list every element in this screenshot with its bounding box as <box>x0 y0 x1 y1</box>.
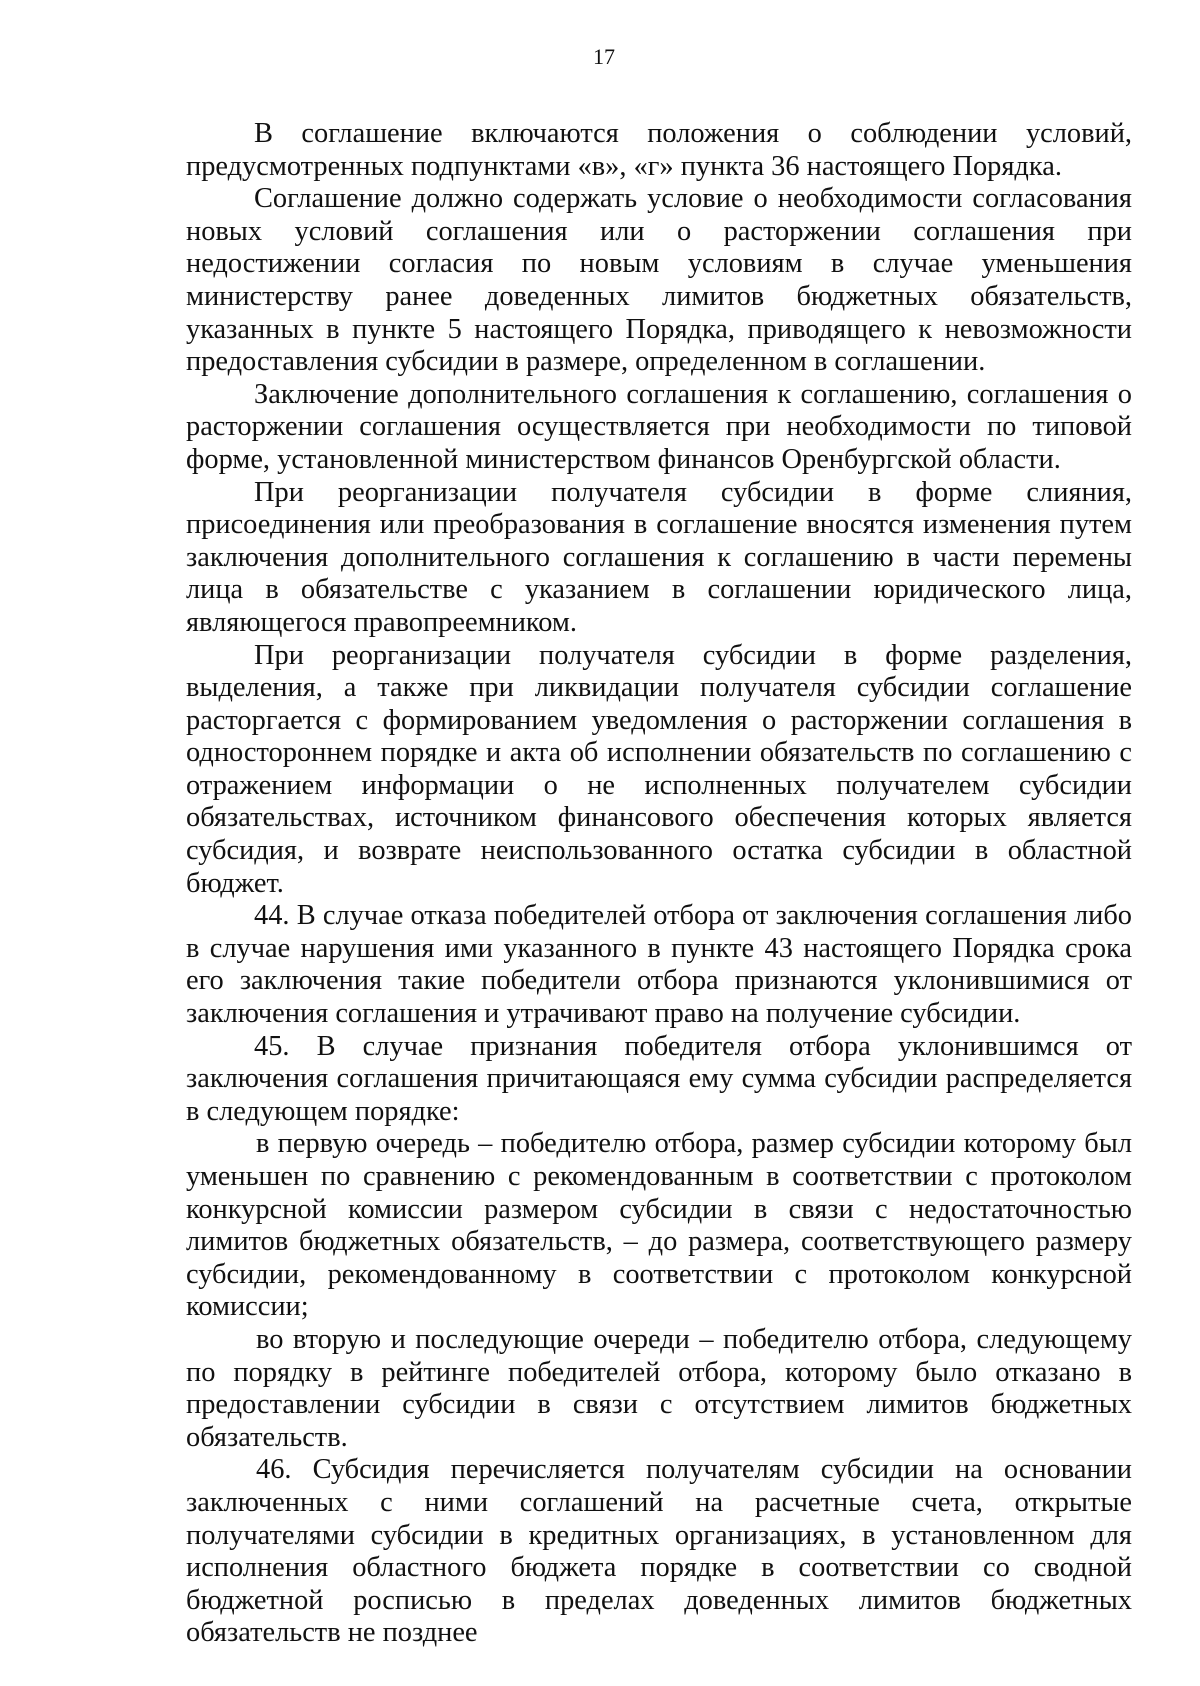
paragraph-first-priority: в первую очередь – победителю отбора, размер субсидии которому был уменьшен по сравнению с рекомендованным в соответствии с протоколом конкурсной комиссии размером субсидии в связи с недостаточностью лимитов бюджетных обязательств, – до размера, соответствующего размеру субсидии, рекомендованному в соответствии с протоколом конкурсной комиссии; <box>186 1128 1132 1323</box>
page-number: 17 <box>593 44 615 69</box>
document-body <box>186 118 1132 1650</box>
paragraph-item-45: 45. В случае признания победителя отбора уклонившимся от заключения соглашения причитающаяся ему сумма субсидии распределяется в следующем порядке: <box>186 1030 1132 1127</box>
paragraph-agreement-provisions: В соглашение включаются положения о соблюдении условий, предусмотренных подпунктами «в», «г» пункта 36 настоящего Порядка. <box>186 118 1132 182</box>
paragraph-additional-agreement: Заключение дополнительного соглашения к соглашению, соглашения о расторжении соглашения осуществляется при необходимости по типовой форме, установленной министерством финансов Оренбургской области. <box>186 378 1132 475</box>
paragraph-reorganization-merger: При реорганизации получателя субсидии в форме слияния, присоединения или преобразования в соглашение вносятся изменения путем заключения дополнительного соглашения к соглашению в части перемены лица в обязательстве с указанием в соглашении юридического лица, являющегося правопреемником. <box>186 476 1132 638</box>
paragraph-agreement-conditions: Соглашение должно содержать условие о необходимости согласования новых условий соглашения или о расторжении соглашения при недостижении согласия по новым условиям в случае уменьшения министерству ранее доведенных лимитов бюджетных обязательств, указанных в пункте 5 настоящего Порядка, приводящего к невозможности предоставления субсидии в размере, определенном в соглашении. <box>186 183 1132 378</box>
paragraph-item-44: 44. В случае отказа победителей отбора от заключения соглашения либо в случае нарушения ими указанного в пункте 43 настоящего Порядка срока его заключения такие победители отбора признаются уклонившимися от заключения соглашения и утрачивают право на получение субсидии. <box>186 900 1132 1030</box>
paragraph-reorganization-division: При реорганизации получателя субсидии в форме разделения, выделения, а также при ликвидации получателя субсидии соглашение расторгается с формированием уведомления о расторжении соглашения в одностороннем порядке и акта об исполнении обязательств по соглашению с отражением информации о не исполненных получателем субсидии обязательствах, источником финансового обеспечения которых является субсидия, и возврате неиспользованного остатка субсидии в областной бюджет. <box>186 639 1132 899</box>
paragraph-item-46: 46. Субсидия перечисляется получателям субсидии на основании заключенных с ними соглашений на расчетные счета, открытые получателями субсидии в кредитных организациях, в установленном для исполнения областного бюджета порядке в соответствии со сводной бюджетной росписью в пределах доведенных лимитов бюджетных обязательств не позднее <box>186 1454 1132 1649</box>
paragraph-subsequent-priority: во вторую и последующие очереди – победителю отбора, следующему по порядку в рейтинге победителей отбора, которому было отказано в предоставлении субсидии в связи с отсутствием лимитов бюджетных обязательств. <box>186 1323 1132 1453</box>
